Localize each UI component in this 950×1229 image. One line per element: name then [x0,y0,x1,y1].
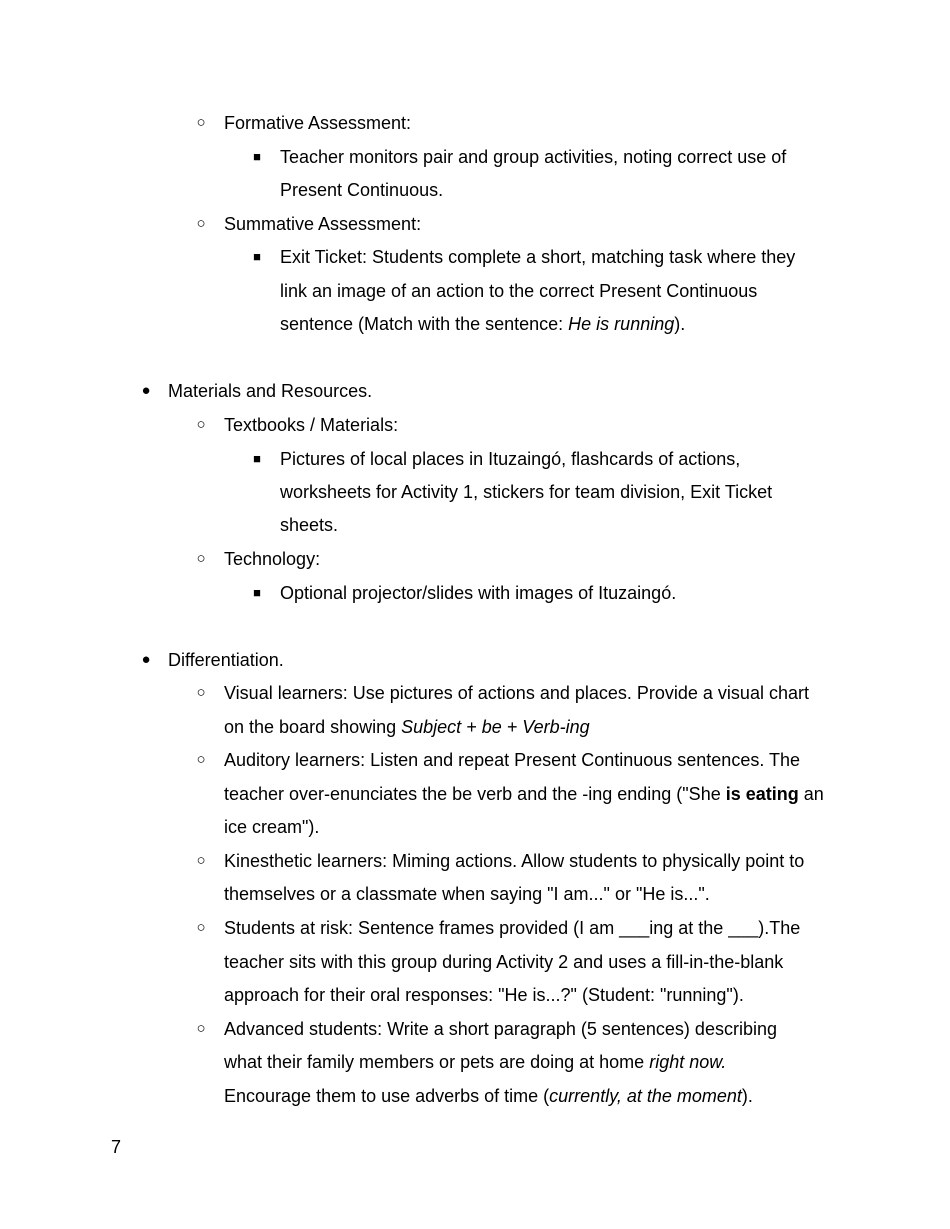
advanced-students-text: Encourage them to use adverbs of time (currently, at the moment). [224,1086,753,1106]
page-number: 7 [111,1137,122,1157]
grammar-formula: Subject + be + Verb-ing [401,717,590,737]
technology-subitem-text: Optional projector/slides with images of Ituzaingó. [280,583,677,603]
circle-bullet-icon: ○ [196,751,206,768]
students-at-risk-text: Students at risk: Sentence frames provided (I am ___ing at the ___).The [224,918,801,938]
advanced-students-text: what their family members or pets are doing at home right now. [224,1052,727,1072]
emphasized-phrase: is eating [725,784,799,804]
circle-bullet-icon: ○ [196,919,206,936]
textbooks-subitem-text: sheets. [280,515,339,535]
students-at-risk-text: teacher sits with this group during Activity 2 and uses a fill-in-the-blank [224,952,784,972]
textbooks-label: Textbooks / Materials: [224,415,399,435]
kinesthetic-learners-text: Kinesthetic learners: Miming actions. Allow students to physically point to [224,851,805,871]
summative-subitem-text: link an image of an action to the correct Present Continuous [280,281,758,301]
square-bullet-icon: ■ [253,451,261,466]
disc-bullet-icon: ● [141,651,151,668]
students-at-risk-text: approach for their oral responses: "He is...?" (Student: "running"). [224,985,744,1005]
summative-subitem-text: sentence (Match with the sentence: He is running). [280,314,686,334]
circle-bullet-icon: ○ [196,852,206,869]
advanced-students-text: Advanced students: Write a short paragraph (5 sentences) describing [224,1019,777,1039]
circle-bullet-icon: ○ [196,416,206,433]
emphasized-phrase: right now. [649,1052,727,1072]
circle-bullet-icon: ○ [196,1020,206,1037]
visual-learners-text: on the board showing Subject + be + Verb-ing [224,717,590,737]
circle-bullet-icon: ○ [196,550,206,567]
circle-bullet-icon: ○ [196,114,206,131]
auditory-learners-text: Auditory learners: Listen and repeat Present Continuous sentences. The [224,750,801,770]
example-sentence: He is running [568,314,675,334]
square-bullet-icon: ■ [253,249,261,264]
square-bullet-icon: ■ [253,585,261,600]
technology-label: Technology: [224,549,321,569]
disc-bullet-icon: ● [141,382,151,399]
materials-heading: Materials and Resources. [168,381,373,401]
formative-subitem-text: Teacher monitors pair and group activities, noting correct use of [280,147,787,167]
formative-subitem-text: Present Continuous. [280,180,444,200]
formative-assessment-label: Formative Assessment: [224,113,412,133]
summative-subitem-text: Exit Ticket: Students complete a short, matching task where they [280,247,796,267]
auditory-learners-text: teacher over-enunciates the be verb and the -ing ending ("She is eating an [224,784,824,804]
square-bullet-icon: ■ [253,149,261,164]
differentiation-heading: Differentiation. [168,650,284,670]
circle-bullet-icon: ○ [196,215,206,232]
summative-assessment-label: Summative Assessment: [224,214,422,234]
kinesthetic-learners-text: themselves or a classmate when saying "I am..." or "He is...". [224,884,710,904]
auditory-learners-text: ice cream"). [224,817,320,837]
textbooks-subitem-text: worksheets for Activity 1, stickers for team division, Exit Ticket [280,482,773,502]
circle-bullet-icon: ○ [196,684,206,701]
adverbs-example: currently, at the moment [549,1086,742,1106]
textbooks-subitem-text: Pictures of local places in Ituzaingó, flashcards of actions, [280,449,741,469]
visual-learners-text: Visual learners: Use pictures of actions and places. Provide a visual chart [224,683,809,703]
